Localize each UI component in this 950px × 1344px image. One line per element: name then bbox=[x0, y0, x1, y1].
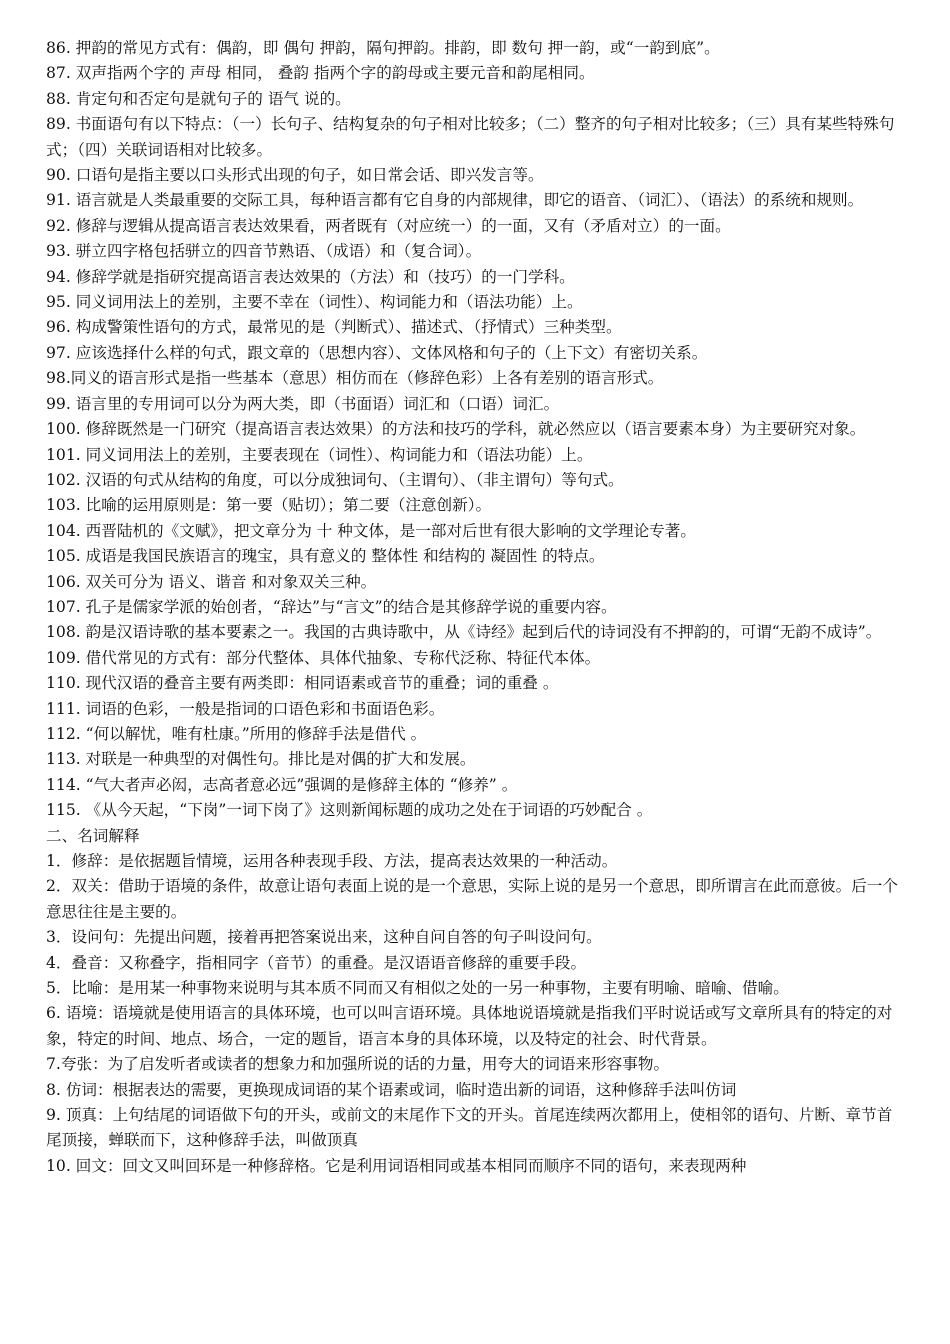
list-item: 99. 语言里的专用词可以分为两大类，即（书面语）词汇和（口语）词汇。 bbox=[46, 394, 560, 413]
term-definitions-list bbox=[46, 849, 906, 1179]
definition-item: 4．叠音：又称叠字，指相同字（音节）的重叠。是汉语语音修辞的重要手段。 bbox=[46, 953, 587, 972]
definition-item: 3．设问句：先提出问题，接着再把答案说出来，这种自问自答的句子叫设问句。 bbox=[46, 928, 602, 947]
list-item: 91. 语言就是人类最重要的交际工具，每种语言都有它自身的内部规律，即它的语音、（词汇）、（语法）的系统和规则。 bbox=[46, 191, 864, 210]
list-item: 107. 孔子是儒家学派的始创者，“辞达”与“言文”的结合是其修辞学说的重要内容。 bbox=[46, 597, 617, 616]
section-heading: 二、名词解释 bbox=[46, 826, 140, 845]
list-item: 101. 同义词用法上的差别，主要表现在（词性）、构词能力和（语法功能）上。 bbox=[46, 445, 593, 464]
definition-item: 1．修辞：是依据题旨情境，运用各种表现手段、方法，提高表达效果的一种活动。 bbox=[46, 852, 618, 870]
list-item: 97. 应该选择什么样的句式，跟文章的（思想内容）、文体风格和句子的（上下文）有密切关系。 bbox=[46, 343, 708, 362]
list-item: 113. 对联是一种典型的对偶性句。排比是对偶的扩大和发展。 bbox=[46, 750, 476, 769]
list-item: 89. 书面语句有以下特点：（一）长句子、结构复杂的句子相对比较多；（二）整齐的句子相对比较多；（三）具有某些特殊句式；（四）关联词语相对比较多。 bbox=[46, 115, 895, 159]
definition-item: 2．双关：借助于语境的条件，故意让语句表面上说的是一个意思，实际上说的是另一个意思，即所谓言在此而意彼。后一个意思往往是主要的。 bbox=[46, 877, 898, 921]
list-item: 87. 双声指两个字的 声母 相同， 叠韵 指两个字的韵母或主要元音和韵尾相同。 bbox=[46, 64, 595, 83]
list-item: 114. “气大者声必闳，志高者意必远”强调的是修辞主体的 “修养” 。 bbox=[46, 775, 518, 794]
definition-item: 9. 顶真：上句结尾的词语做下句的开头，或前文的末尾作下文的开头。首尾连续两次都用上，使相邻的语句、片断、章节首尾顶接，蝉联而下，这种修辞手法，叫做顶真 bbox=[46, 1106, 893, 1150]
list-item: 110. 现代汉语的叠音主要有两类即：相同语素或音节的重叠；词的重叠 。 bbox=[46, 674, 559, 693]
definition-item: 10. 回文：回文又叫回环是一种修辞格。它是利用词语相同或基本相同而顺序不同的语句，来表现两种 bbox=[46, 1156, 747, 1175]
fill-in-answers-list bbox=[46, 36, 906, 824]
list-item: 92. 修辞与逻辑从提高语言表达效果看，两者既有（对应统一）的一面，又有（矛盾对立）的一面。 bbox=[46, 216, 731, 235]
list-item: 100. 修辞既然是一门研究（提高语言表达效果）的方法和技巧的学科，就必然应以（语言要素本身）为主要研究对象。 bbox=[46, 420, 866, 439]
list-item: 109. 借代常见的方式有：部分代整体、具体代抽象、专称代泛称、特征代本体。 bbox=[46, 648, 601, 667]
list-item: 108. 韵是汉语诗歌的基本要素之一。我国的古典诗歌中，从《诗经》起到后代的诗词没有不押韵的，可谓“无韵不成诗”。 bbox=[46, 623, 882, 642]
list-item: 88. 肯定句和否定句是就句子的 语气 说的。 bbox=[46, 89, 351, 108]
list-item: 106. 双关可分为 语义、谐音 和对象双关三种。 bbox=[46, 572, 377, 591]
list-item: 104. 西晋陆机的《文赋》，把文章分为 十 种文体，是一部对后世有很大影响的文学理论专著。 bbox=[46, 521, 696, 540]
list-item: 86. 押韵的常见方式有：偶韵，即 偶句 押韵，隔句押韵。排韵，即 数句 押一韵，或“一韵到底”。 bbox=[46, 39, 720, 57]
list-item: 111. 词语的色彩，一般是指词的口语色彩和书面语色彩。 bbox=[46, 699, 445, 718]
list-item: 90. 口语句是指主要以口头形式出现的句子，如日常会话、即兴发言等。 bbox=[46, 166, 544, 185]
definition-item: 6. 语境：语境就是使用语言的具体环境，也可以叫言语环境。具体地说语境就是指我们平时说话或写文章所具有的特定的对象，特定的时间、地点、场合，一定的题旨，语言本身的具体环境，以及特定的社会、时代背景。 bbox=[46, 1004, 893, 1048]
list-item: 112. “何以解忧，唯有杜康。”所用的修辞手法是借代 。 bbox=[46, 724, 427, 743]
list-item: 94. 修辞学就是指研究提高语言表达效果的（方法）和（技巧）的一门学科。 bbox=[46, 267, 575, 286]
list-item: 102. 汉语的句式从结构的角度，可以分成独词句、（主谓句）、（非主谓句）等句式。 bbox=[46, 470, 624, 489]
list-item: 105. 成语是我国民族语言的瑰宝，具有意义的 整体性 和结构的 凝固性 的特点。 bbox=[46, 547, 605, 566]
definition-item: 8. 仿词：根据表达的需要，更换现成词语的某个语素或词，临时造出新的词语，这种修辞手法叫仿词 bbox=[46, 1080, 737, 1099]
list-item: 95. 同义词用法上的差别，主要不幸在（词性）、构词能力和（语法功能）上。 bbox=[46, 293, 583, 312]
list-item: 93. 骈立四字格包括骈立的四音节熟语、（成语）和（复合词）。 bbox=[46, 242, 482, 261]
list-item: 115. 《从今天起，“下岗”一词下岗了》这则新闻标题的成功之处在于词语的巧妙配合 。 bbox=[46, 801, 653, 820]
document-page bbox=[46, 36, 906, 1179]
list-item: 103. 比喻的运用原则是：第一要（贴切）；第二要（注意创新）。 bbox=[46, 496, 492, 515]
list-item: 98.同义的语言形式是指一些基本（意思）相仿而在（修辞色彩）上各有差别的语言形式。 bbox=[46, 369, 664, 388]
list-item: 96. 构成警策性语句的方式，最常见的是（判断式）、描述式、（抒情式）三种类型。 bbox=[46, 318, 622, 337]
definition-item: 7.夸张：为了启发听者或读者的想象力和加强所说的话的力量，用夸大的词语来形容事物。 bbox=[46, 1055, 670, 1074]
definition-item: 5．比喻：是用某一种事物来说明与其本质不同而又有相似之处的一另一种事物，主要有明喻、暗喻、借喻。 bbox=[46, 979, 789, 998]
